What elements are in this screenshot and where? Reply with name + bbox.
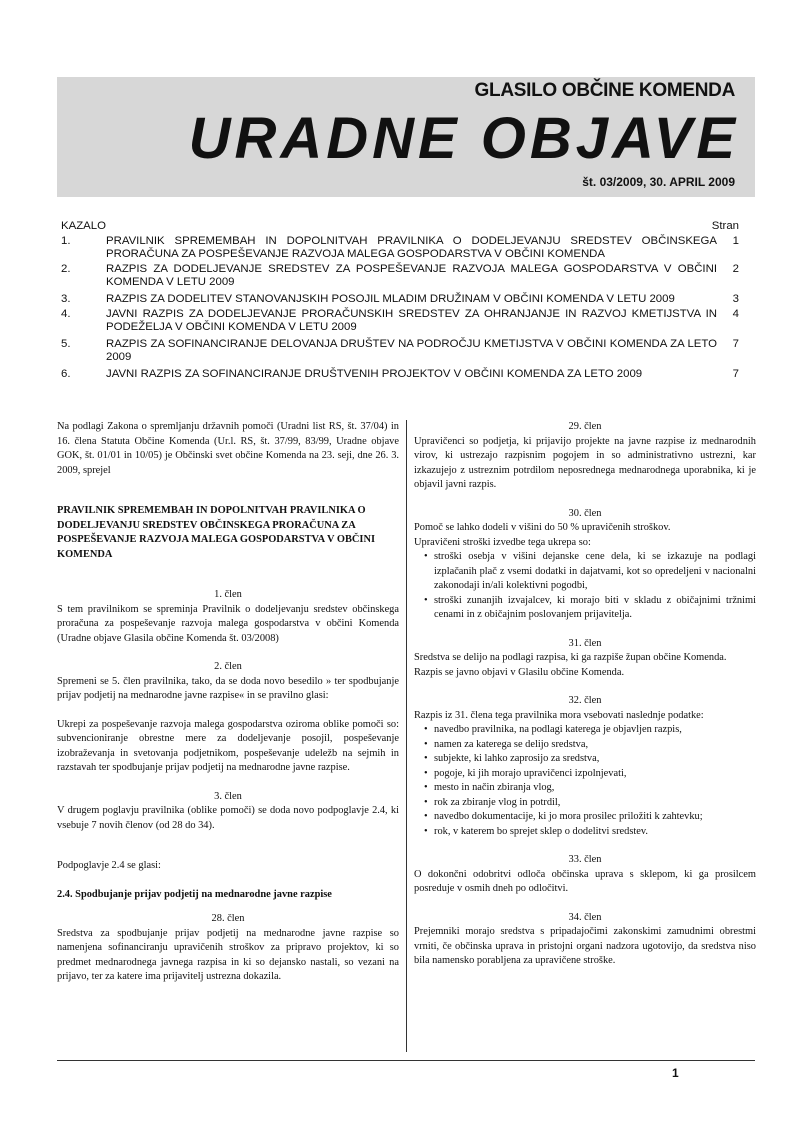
article-text: Razpis iz 31. člena tega pravilnika mora vsebovati naslednje podatke: <box>414 709 704 721</box>
article-text: Sredstva se delijo na podlagi razpisa, ki ga razpiše župan občine Komenda. <box>414 652 727 663</box>
article-text: Razpis se javno objavi v Glasilu občine Komenda. <box>414 666 625 678</box>
toc-item-title: PRAVILNIK SPREMEMBAH IN DOPOLNITVAH PRAVILNIKA O DODELJEVANJU SREDSTEV OBČINSKEGA PRORAČUNA ZA POSPEŠEVANJE RAZVOJA MALEGA GOSPODARSTVA V OBČINI KOMENDA <box>106 234 717 261</box>
article-text: Sredstva za spodbujanje prijav podjetij na mednarodne javne razpise so namenjena sofinanciranju upravičenih stroškov za pripravo projektov, ki so predmet mednarodnega javnega razpisa in ki so dejansko nastali, so vezani na prijavo, ter za katere ima prijavitelj ustrezna dokazila. <box>57 927 399 982</box>
toc-item[interactable] <box>61 293 739 307</box>
toc-page-label: Stran <box>711 220 739 232</box>
article-text: O dokončni odobritvi odloča občinska uprava s sklepom, ki ga prosilcem posreduje v osmih dneh po odločitvi. <box>414 868 756 894</box>
right-column <box>414 420 756 969</box>
article-text: S tem pravilnikom se spreminja Pravilnik o dodeljevanju sredstev občinskega proračuna za pospeševanje razvoja malega gospodarstva v občini Komenda (Uradne objave Glasila občine Komenda št. 03/2008) <box>57 603 399 644</box>
list-item: • stroški osebja v višini dejanske cene dela, ki se izkazuje na podlagi izplačanih plač z vsemi dodatki in dajatvami, kot so opredeljeni v nacionalni zakonodaji in/ali kolektivni pogodbi, <box>434 550 756 594</box>
subchapter-intro: Podpoglavje 2.4 se glasi: <box>57 860 161 871</box>
toc-item[interactable] <box>61 263 739 290</box>
toc-item-page: 7 <box>732 337 739 350</box>
list-item: • subjekte, ki lahko zaprosijo za sredstva, <box>434 752 756 767</box>
article-heading: 2. člen <box>214 661 242 672</box>
toc-item-number: 5. <box>61 337 71 350</box>
article-text: Upravičeni stroški izvedbe tega ukrepa so: <box>414 536 591 548</box>
toc-item-page: 4 <box>732 307 739 320</box>
article-text: Ukrepi za pospeševanje razvoja malega gospodarstva oziroma oblike pomoči so: subvencioniranje obrestne mere za dodeljevanje posojil, pospeševanje izobraževanja in svetovanja podjetnikom, pospeševanje udeležb na sejmih in razstavah ter spodbujanje prijav podjetij na mednarodne javne razpise. <box>57 718 399 773</box>
masthead-banner <box>57 77 755 197</box>
requirements-list <box>414 723 756 839</box>
toc-item-page: 7 <box>732 367 739 380</box>
toc-item-page: 2 <box>732 262 739 275</box>
cost-list <box>414 550 756 623</box>
article-text: Pomoč se lahko dodeli v višini do 50 % upravičenih stroškov. <box>414 522 671 533</box>
toc-item-number: 4. <box>61 307 71 320</box>
toc-item[interactable] <box>61 368 739 382</box>
list-item: • pogoje, ki jih morajo upravičenci izpolnjevati, <box>434 767 756 782</box>
page-number: 1 <box>672 1066 679 1080</box>
toc-item[interactable] <box>61 308 739 335</box>
toc-item-page: 1 <box>732 234 739 247</box>
list-item: • stroški zunanjih izvajalcev, ki morajo biti v skladu z običajnimi tržnimi cenami in z običajnim poslovanjem prijavitelja. <box>434 594 756 623</box>
article-heading: 32. člen <box>568 695 602 706</box>
list-item: • mesto in način zbiranja vlog, <box>434 781 756 796</box>
toc-item-number: 1. <box>61 234 71 247</box>
table-of-contents <box>61 220 739 382</box>
left-column <box>57 420 399 985</box>
toc-item-page: 3 <box>732 292 739 305</box>
list-item: • navedbo pravilnika, na podlagi katerega je objavljen razpis, <box>434 723 756 738</box>
article-heading: 31. člen <box>568 637 602 649</box>
article-text: Spremeni se 5. člen pravilnika, tako, da se doda novo besedilo » ter spodbujanje prijav podjetij na mednarodne javne razpise« in se pravilno glasi: <box>57 675 399 701</box>
list-item: • namen za katerega se delijo sredstva, <box>434 738 756 753</box>
toc-item[interactable] <box>61 235 739 262</box>
article-heading: 33. člen <box>568 854 602 865</box>
list-item: • rok za zbiranje vlog in potrdil, <box>434 796 756 811</box>
regulation-title: PRAVILNIK SPREMEMBAH IN DOPOLNITVAH PRAVILNIKA O DODELJEVANJU SREDSTEV OBČINSKEGA PRORAČUNA ZA POSPEŠEVANJE RAZVOJA MALEGA GOSPODARSTVA V OBČINI KOMENDA <box>57 505 376 560</box>
publication-name: GLASILO OBČINE KOMENDA <box>474 80 735 101</box>
article-heading: 3. člen <box>214 790 242 802</box>
toc-item-title: JAVNI RAZPIS ZA DODELJEVANJE PRORAČUNSKIH SREDSTEV ZA OHRANJANJE IN RAZVOJ KMETIJSTVA IN PODEŽELJA V OBČINI KOMENDA V LETU 2009 <box>106 307 717 334</box>
article-heading: 30. člen <box>568 507 602 519</box>
article-heading: 34. člen <box>568 911 602 923</box>
toc-item-title: JAVNI RAZPIS ZA SOFINANCIRANJE DRUŠTVENIH PROJEKTOV V OBČINI KOMENDA ZA LETO 2009 <box>106 367 643 380</box>
article-heading: 28. člen <box>211 913 245 924</box>
intro-paragraph: Na podlagi Zakona o spremljanju državnih pomoči (Uradni list RS, št. 37/04) in 16. člena Statuta Občine Komenda (Ur.l. RS, št. 37/99, 83/99, Uradne objave GOK, št. 01/01 in 10/05) je Občinski svet občine Komenda na 23. seji, dne 26. 3. 2009, sprejel <box>57 421 399 476</box>
article-text: Prejemniki morajo sredstva s pripadajočimi zakonskimi zamudnimi obrestmi vrniti, če občinska uprava in pristojni organi nadzora ugotovijo, da sredstva niso bila namensko porabljena za upravičene stroške. <box>414 926 756 966</box>
toc-header <box>61 220 739 234</box>
article-heading: 1. člen <box>214 589 242 600</box>
toc-item-title: RAZPIS ZA SOFINANCIRANJE DELOVANJA DRUŠTEV NA PODROČJU KMETIJSTVA V OBČINI KOMENDA ZA LETO 2009 <box>106 337 717 364</box>
footer-rule <box>57 1060 755 1061</box>
toc-item-number: 3. <box>61 292 71 305</box>
issue-info: št. 03/2009, 30. APRIL 2009 <box>582 175 735 189</box>
list-item: • rok, v katerem bo sprejet sklep o dodelitvi sredstev. <box>434 825 756 840</box>
toc-item-title: RAZPIS ZA DODELITEV STANOVANJSKIH POSOJIL MLADIM DRUŽINAM V OBČINI KOMENDA V LETU 2009 <box>106 292 675 305</box>
column-divider <box>406 420 407 1052</box>
toc-item-number: 2. <box>61 262 71 275</box>
list-item: • navedbo dokumentacije, ki jo mora prosilec priložiti k zahtevku; <box>434 810 756 825</box>
article-text: V drugem poglavju pravilnika (oblike pomoči) se doda novo podpoglavje 2.4, ki vsebuje 7 novih členov (od 28 do 34). <box>57 805 399 831</box>
subchapter-title: 2.4. Spodbujanje prijav podjetij na mednarodne javne razpise <box>57 888 332 900</box>
toc-item[interactable] <box>61 338 739 365</box>
article-heading: 29. člen <box>568 421 602 432</box>
toc-item-title: RAZPIS ZA DODELJEVANJE SREDSTEV ZA POSPEŠEVANJE RAZVOJA MALEGA GOSPODARSTVA V OBČINI KOMENDA V LETU 2009 <box>106 262 717 289</box>
toc-label: KAZALO <box>61 220 106 232</box>
toc-item-number: 6. <box>61 367 71 380</box>
masthead-title: URADNE OBJAVE <box>188 106 739 171</box>
article-text: Upravičenci so podjetja, ki prijavijo projekte na javne razpise iz mednarodnih virov, ki ustrezajo razpisnim pogojem in so administrativno ustrezni, kar izkazujejo z ustreznim potrdilom neposrednega mednarodnega uporabnika, ki je objavil javni razpis. <box>414 435 756 490</box>
